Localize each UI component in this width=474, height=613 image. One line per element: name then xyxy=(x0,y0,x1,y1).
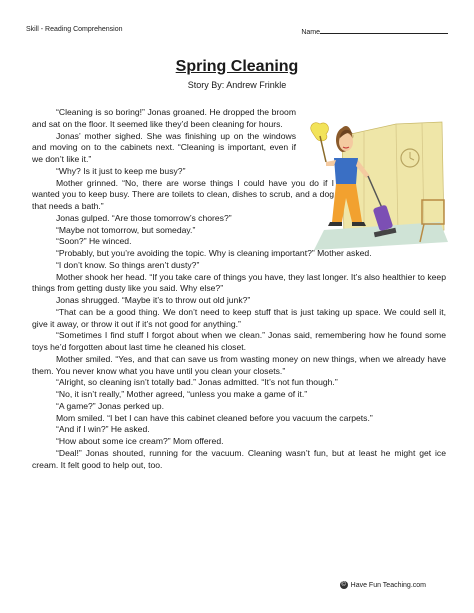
story-paragraph: “No, it isn’t really,” Mother agreed, “unless you make a game of it.” xyxy=(56,389,308,399)
story-paragraph: Jonas’ mother sighed. She was finishing up on the windows and moving on to the cabinets next. “Cleaning is important, even if we don’t like it.” xyxy=(32,130,296,164)
story-paragraph: “Soon?” He winced. xyxy=(56,236,132,247)
story-title: Spring Cleaning xyxy=(175,58,299,75)
name-label: Name xyxy=(301,29,320,36)
story-paragraph: Jonas shrugged. “Maybe it’s to throw out old junk?” xyxy=(56,295,251,305)
story-text xyxy=(32,107,446,471)
header-bar xyxy=(26,26,448,36)
story-paragraph: Mother shook her head. “If you take care of things you have, they last longer. It’s also healthier to keep things from getting dusty like you said. Why else?” xyxy=(32,271,446,294)
story-paragraph: “Cleaning is so boring!” Jonas groaned. He dropped the broom and sat on the floor. It seemed like they’d been cleaning for hours. xyxy=(32,107,296,129)
story-paragraph: Mother grinned. “No, there are worse things I could have you do if I wanted you to keep busy. There are toilets to clean, dishes to scrub, and a dog that needs a bath.” xyxy=(32,177,334,211)
story-paragraph: Mom smiled. “I bet I can have this cabinet cleaned before you vacuum the carpets.” xyxy=(56,412,373,423)
story-paragraph: “I don’t know. So things aren’t dusty?” xyxy=(56,259,200,270)
footer-credit xyxy=(340,581,426,589)
story-paragraph: Mother smiled. “Yes, and that can save us from wasting money on new things, when we already have them. You never know what you have until you clean your closets.” xyxy=(32,353,446,376)
copyright-icon: © xyxy=(341,582,346,588)
story-paragraph: “That can be a good thing. We don’t need to keep stuff that is just taking up space. We could sell it, give it away, or throw it out if it’s not good for anything.” xyxy=(32,306,446,329)
story-paragraph: “Probably, but you’re avoiding the topic. Why is cleaning important?” Mother asked. xyxy=(56,248,372,258)
story-paragraph: “Maybe not tomorrow, but someday.” xyxy=(56,224,196,235)
story-paragraph: “A game?” Jonas perked up. xyxy=(56,400,164,411)
skill-label: Skill - Reading Comprehension xyxy=(26,26,123,33)
story-byline: Story By: Andrew Frinkle xyxy=(187,80,287,90)
name-line[interactable] xyxy=(320,26,448,34)
story-paragraph: “Why? Is it just to keep me busy?” xyxy=(56,165,186,176)
story-paragraph: “How about some ice cream?” Mom offered. xyxy=(56,436,224,446)
story-paragraph: “And if I win?” He asked. xyxy=(56,424,150,435)
story-paragraph: “Alright, so cleaning isn’t totally bad.” Jonas admitted. “It’s not fun though.” xyxy=(56,377,338,388)
story-paragraph: “Deal!” Jonas shouted, running for the vacuum. Cleaning wasn’t fun, but at least he might get ice cream. It felt good to help out, too. xyxy=(32,447,446,470)
story-paragraph: Jonas gulped. “Are those tomorrow’s chores?” xyxy=(56,212,232,223)
name-field[interactable] xyxy=(301,26,448,36)
footer-site: Have Fun Teaching.com xyxy=(350,581,426,589)
story-paragraph: “Sometimes I find stuff I forgot about when we clean.” Jonas said, remembering how he found some toys he’d forgotten about last time he cleaned his closet. xyxy=(32,330,446,352)
